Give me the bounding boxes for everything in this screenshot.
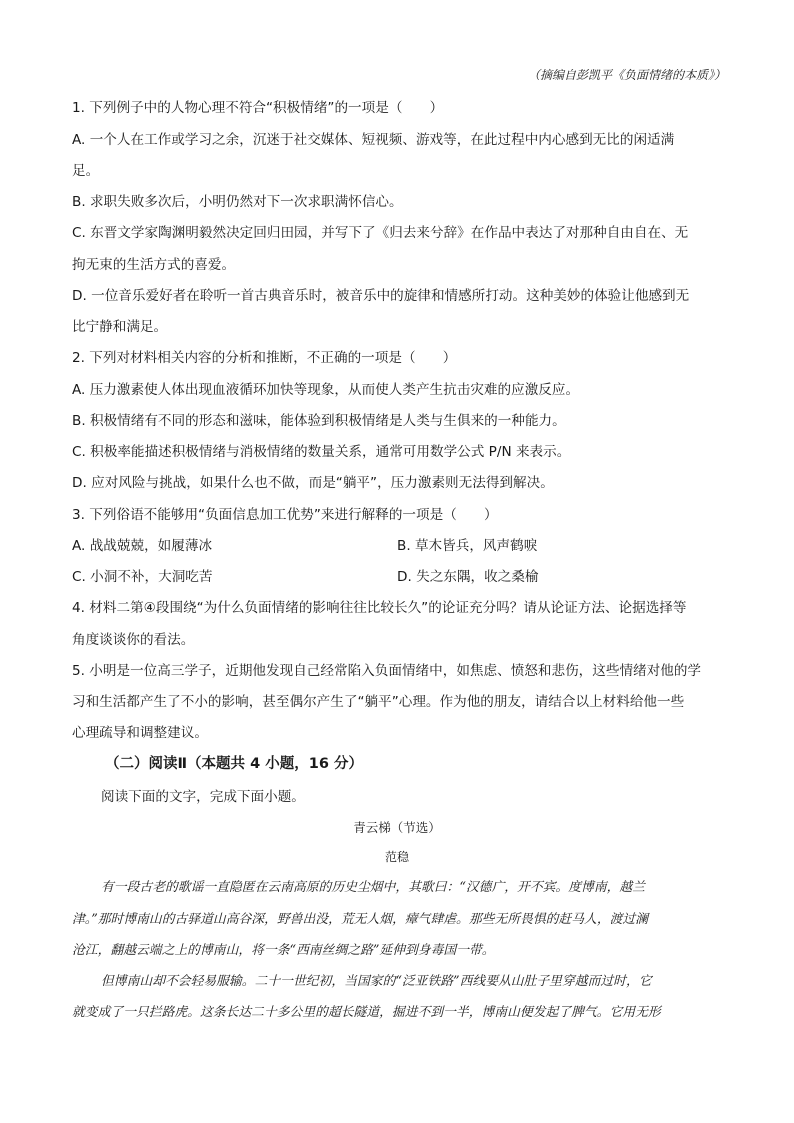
question-4-line-2: 角度谈谈你的看法。 (72, 632, 195, 648)
question-1-stem: 1. 下列例子中的人物心理不符合“积极情绪”的一项是（ ） (72, 100, 444, 116)
question-1-option-b: B. 求职失败多次后，小明仍然对下一次求职满怀信心。 (72, 194, 403, 210)
question-1-option-c-line-2: 拘无束的生活方式的喜爱。 (72, 257, 236, 273)
question-5-line-1: 5. 小明是一位高三学子，近期他发现自己经常陷入负面情绪中，如焦虑、愤怒和悲伤，这些情绪对他的学 (72, 663, 702, 679)
question-2-option-d: D. 应对风险与挑战，如果什么也不做，而是“躺平”，压力激素则无法得到解决。 (72, 475, 554, 491)
question-1-option-d-line-1: D. 一位音乐爱好者在聆听一首古典音乐时，被音乐中的旋律和情感所打动。这种美妙的体验让他感到无 (72, 288, 690, 304)
article-paragraph-1-line-2: 津。”那时博南山的古驿道山高谷深，野兽出没，荒无人烟，瘴气肆虐。那些无所畏惧的赶马人，渡过澜 (72, 912, 649, 927)
question-1-option-c-line-1: C. 东晋文学家陶渊明毅然决定回归田园，并写下了《归去来兮辞》在作品中表达了对那种自由自在、无 (72, 225, 689, 241)
section-heading: （二）阅读Ⅱ（本题共 4 小题，16 分） (105, 756, 363, 772)
source-citation: （摘编自彭凯平《负面情绪的本质》） (527, 68, 726, 82)
question-5-line-2: 习和生活都产生了不小的影响，甚至偶尔产生了“躺平”心理。作为他的朋友，请结合以上材料给他一些 (72, 694, 685, 710)
question-4-line-1: 4. 材料二第④段围绕“为什么负面情绪的影响往往比较长久”的论证充分吗？请从论证方法、论据选择等 (72, 600, 687, 616)
article-paragraph-2-line-2: 就变成了一只拦路虎。这条长达二十多公里的超长隧道，掘进不到一半，博南山便发起了脾气。它用无形 (72, 1005, 661, 1020)
question-3-option-b: B. 草木皆兵，风声鹤唳 (397, 538, 538, 554)
article-paragraph-2-line-1: 但博南山却不会轻易服输。二十一世纪初，当国家的“泛亚铁路”西线要从山肚子里穿越而过时，它 (101, 974, 652, 989)
question-1-option-a-line-2: 足。 (72, 163, 100, 179)
question-3-stem: 3. 下列俗语不能够用“负面信息加工优势”来进行解释的一项是（ ） (72, 507, 498, 523)
question-3-option-d: D. 失之东隅，收之桑榆 (397, 569, 539, 585)
question-3-option-a: A. 战战兢兢，如履薄冰 (72, 538, 213, 554)
question-5-line-3: 心理疏导和调整建议。 (72, 725, 208, 741)
question-2-stem: 2. 下列对材料相关内容的分析和推断，不正确的一项是（ ） (72, 350, 457, 366)
article-paragraph-1-line-3: 沧江，翻越云端之上的博南山，将一条“西南丝绸之路”延伸到身毒国一带。 (72, 943, 495, 958)
article-paragraph-1-line-1: 有一段古老的歌谣一直隐匿在云南高原的历史尘烟中，其歌曰：“汉德广，开不宾。度博南，越兰 (101, 880, 646, 895)
question-2-option-c: C. 积极率能描述积极情绪与消极情绪的数量关系，通常可用数学公式 P/N 来表示。 (72, 444, 571, 460)
question-2-option-b: B. 积极情绪有不同的形态和滋味，能体验到积极情绪是人类与生俱来的一种能力。 (72, 413, 566, 429)
question-1-option-a-line-1: A. 一个人在工作或学习之余，沉迷于社交媒体、短视频、游戏等，在此过程中内心感到无比的闲适满 (72, 132, 675, 148)
article-title: 青云梯（节选） (353, 820, 441, 835)
question-3-option-c: C. 小洞不补，大洞吃苦 (72, 569, 213, 585)
question-2-option-a: A. 压力激素使人体出现血液循环加快等现象，从而使人类产生抗击灾难的应激反应。 (72, 382, 580, 398)
question-1-option-d-line-2: 比宁静和满足。 (72, 319, 168, 335)
section-instruction: 阅读下面的文字，完成下面小题。 (101, 789, 305, 805)
article-author: 范稳 (384, 850, 409, 864)
